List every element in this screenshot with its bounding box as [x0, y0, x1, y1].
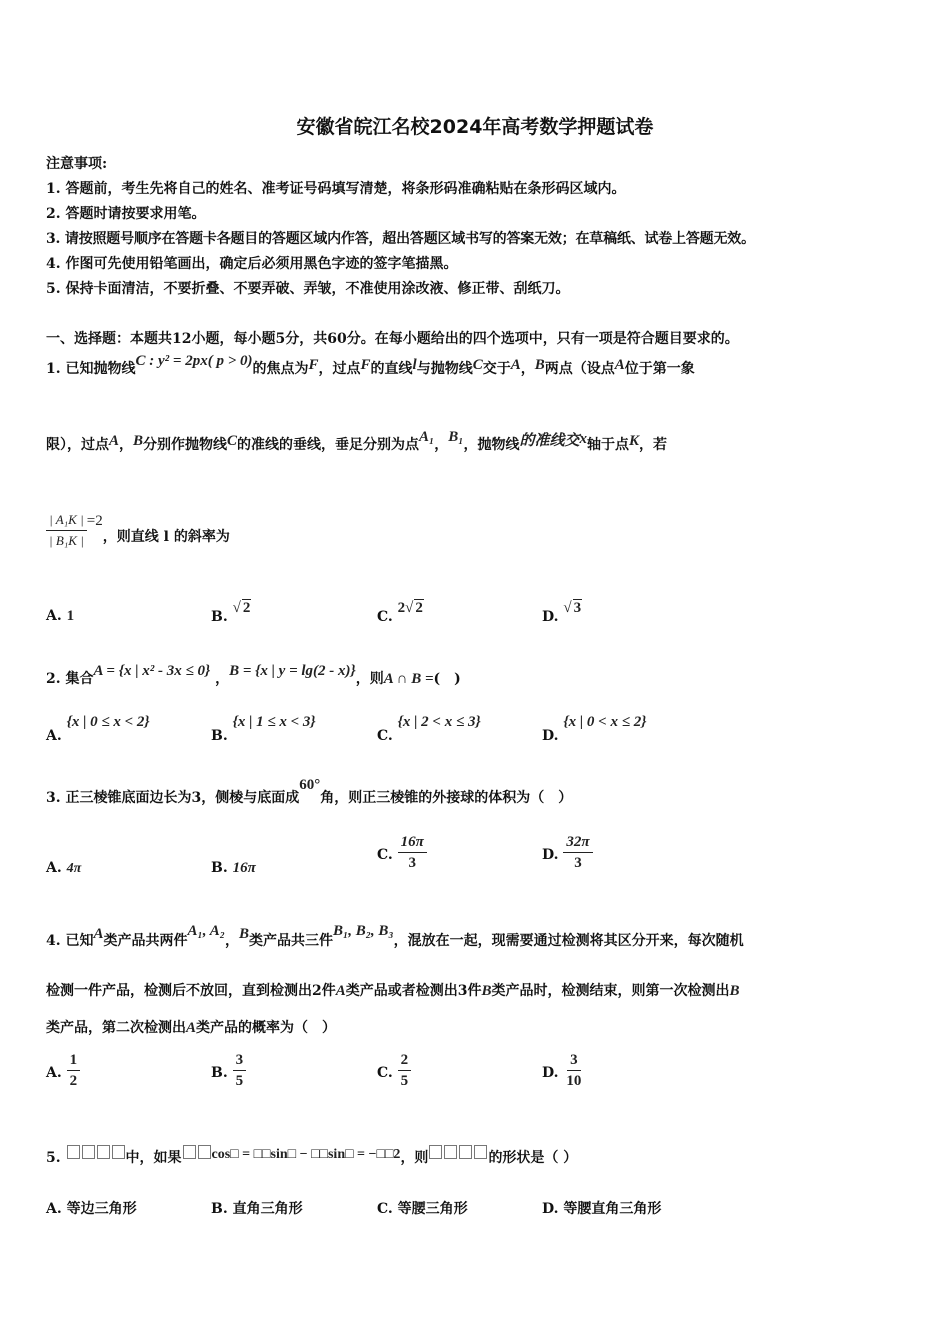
q1-A: A [510, 357, 521, 373]
q4-text: 4. 已知 [46, 933, 94, 949]
option-numerator: 2 [398, 1050, 412, 1071]
question-4 [46, 923, 744, 949]
q2-set-b: B = {x | y = lg(2 - x)} [229, 663, 356, 679]
option-value: 3 [573, 600, 582, 616]
q1-parabola-eq: C : y² = 2px( p > 0) [135, 353, 253, 369]
q5-text: ，则 [400, 1150, 429, 1166]
option-value: 16π [232, 860, 256, 876]
q1-B: B [534, 357, 545, 373]
q1-text: ， [520, 361, 535, 377]
q1-text: 的直线 [370, 361, 413, 377]
q5-option-b[interactable] [211, 1198, 303, 1218]
q1-F: F [360, 357, 371, 373]
option-value: 等边三角形 [66, 1201, 137, 1217]
q2-option-c[interactable] [377, 714, 481, 744]
q4-A-items: A₁, A₂ [187, 923, 225, 939]
option-label: C. [377, 609, 393, 625]
q1-text: 的焦点为 [252, 361, 309, 377]
q1-B1: B₁ [448, 429, 464, 445]
notice-item: 3. 请按照题号顺序在答题卡各题目的答题区域内作答，超出答题区域书写的答案无效；在草稿纸、试卷上答题无效。 [46, 231, 755, 247]
q1-option-b[interactable]: B. √ 2 [211, 600, 251, 625]
q1-option-a[interactable] [46, 608, 74, 625]
option-numerator: 16π [398, 832, 427, 853]
q5-option-a[interactable] [46, 1198, 137, 1218]
q4-text: ，混放在一起，现需要通过检测将其区分开来，每次随机 [393, 933, 744, 949]
option-label: A. [46, 860, 62, 876]
q4-A: A [186, 1020, 197, 1036]
option-denominator: 5 [400, 1073, 409, 1089]
question-3 [46, 774, 573, 806]
q1-text: 分别作抛物线 [143, 437, 228, 453]
option-label: B. [211, 860, 228, 876]
q4-text: 类产品共三件 [248, 933, 333, 949]
q2-paren: ( ) [433, 671, 461, 687]
q1-text: ，过点 [318, 361, 361, 377]
q3-option-a[interactable] [46, 860, 81, 877]
q2-text: ，则 [355, 671, 384, 687]
q4-B-items: B₁, B₂, B₃ [332, 923, 394, 939]
q1-l: l [412, 357, 417, 373]
q4-text: ， [224, 933, 239, 949]
option-value: {x | 0 ≤ x < 2} [66, 714, 150, 730]
q1-ratio-fraction [46, 510, 87, 551]
q1-B: B [133, 433, 144, 449]
q1-ratio-den: | B₁K | [49, 533, 84, 548]
q3-option-c[interactable] [377, 832, 427, 873]
q1-K: K [629, 433, 640, 449]
q1-text: 轴于点 [587, 437, 630, 453]
q2-option-a[interactable] [46, 714, 150, 744]
option-value: 2 [242, 600, 251, 616]
option-denominator: 5 [235, 1073, 244, 1089]
q1-ratio [46, 510, 230, 551]
option-value: 直角三角形 [232, 1201, 303, 1217]
q4-text: 类产品共两件 [103, 933, 188, 949]
q3-text: 角，则正三棱锥的外接球的体积为（ ） [320, 790, 573, 806]
q1-ratio-value: =2 [86, 513, 103, 529]
q3-option-b[interactable] [211, 860, 256, 877]
question-1 [46, 353, 695, 378]
q2-option-b[interactable] [211, 714, 316, 744]
option-value: {x | 2 < x ≤ 3} [397, 714, 481, 730]
q1-F: F [308, 357, 319, 373]
q1-C: C [227, 433, 238, 449]
notice-item: 2. 答题时请按要求用笔。 [46, 206, 206, 222]
option-label: D. [542, 609, 559, 625]
q3-option-d[interactable] [542, 832, 593, 873]
q4-option-c[interactable] [377, 1050, 411, 1091]
option-numerator: 3 [567, 1050, 581, 1071]
q4-option-b[interactable] [211, 1050, 246, 1091]
option-label: D. [542, 846, 559, 863]
q4-A: A [335, 983, 346, 999]
q2-number: 2. 集合 [46, 671, 94, 687]
option-label: B. [211, 1201, 228, 1217]
option-label: C. [377, 1064, 393, 1081]
q1-text: 限），过点 [46, 437, 109, 453]
q1-text: ， [434, 437, 449, 453]
q1-text: 的准线的垂线，垂足分别为点 [237, 437, 420, 453]
q1-text: 交于 [482, 361, 511, 377]
question-4-line3 [46, 1017, 336, 1037]
notice-item: 1. 答题前，考生先将自己的姓名、准考证号码填写清楚，将条形码准确粘贴在条形码区域内。 [46, 181, 626, 197]
q1-x: x [579, 431, 588, 447]
option-value: 1 [66, 608, 75, 624]
q4-text: 类产品时，检测结束，则第一次检测出 [491, 983, 730, 999]
q1-text: 的准线交 [519, 433, 580, 449]
option-label: C. [377, 1201, 393, 1217]
q1-text: ，若 [639, 437, 668, 453]
q1-text: 两点（设点 [544, 361, 615, 377]
option-denominator: 2 [69, 1073, 78, 1089]
q1-option-d[interactable]: D. √ 3 [542, 600, 582, 625]
q1-A: A [614, 357, 625, 373]
option-label: B. [211, 1064, 228, 1081]
option-denominator: 3 [574, 855, 582, 871]
option-value: 4π [66, 861, 82, 876]
q3-text: 3. 正三棱锥底面边长为3，侧棱与底面成 [46, 790, 300, 806]
question-2: 2. 集合A = {x | x² - 3x ≤ 0} ，B = {x | y = lg(2 - x)}，则A ∩ B =( ) [46, 663, 461, 687]
q4-B: B [238, 926, 249, 942]
option-label: B. [211, 728, 228, 744]
option-numerator: 32π [563, 832, 592, 853]
q5-number: 5. [46, 1150, 61, 1166]
q4-A: A [93, 926, 104, 942]
q4-text: 类产品，第二次检测出 [46, 1020, 186, 1036]
q1-A: A [109, 433, 120, 449]
option-label: D. [542, 1201, 559, 1217]
q1-tail: ，则直线 l 的斜率为 [102, 529, 230, 545]
page-title: 安徽省皖江名校2024年高考数学押题试卷 [296, 116, 654, 138]
option-label: C. [377, 728, 393, 744]
q4-option-d[interactable] [542, 1050, 584, 1091]
option-numerator: 3 [233, 1050, 247, 1071]
q5-equation: cos□ = □□sin□ − □□sin□ = −□□2 [211, 1147, 401, 1162]
notice-item: 5. 保持卡面清洁，不要折叠、不要弄破、弄皱，不准使用涂改液、修正带、刮纸刀。 [46, 281, 570, 297]
q2-expr: A ∩ B = [383, 671, 434, 687]
q4-option-a[interactable] [46, 1050, 80, 1091]
q1-ratio-num: | A₁K | [46, 510, 87, 531]
missing-glyph-icon [182, 1146, 212, 1162]
q1-option-c[interactable]: C. 2√ 2 [377, 600, 423, 625]
q5-text: 的形状是（ ） [488, 1150, 578, 1166]
section-heading: 一、选择题：本题共12小题，每小题5分，共60分。在每小题给出的四个选项中，只有一项是符合题目要求的。 [46, 331, 739, 347]
missing-glyph-icon [66, 1146, 126, 1162]
option-value: {x | 1 ≤ x < 3} [232, 714, 316, 730]
option-label: D. [542, 1064, 559, 1081]
q5-option-c[interactable] [377, 1198, 468, 1218]
question-5 [46, 1143, 578, 1166]
q4-text: 类产品或者检测出3件 [345, 983, 482, 999]
q4-text: 类产品的概率为（ ） [196, 1020, 337, 1036]
option-label: A. [46, 1064, 62, 1081]
option-label: B. [211, 609, 228, 625]
question-1-line2 [46, 429, 668, 454]
q1-text: 与抛物线 [416, 361, 473, 377]
option-label: A. [46, 608, 62, 624]
notice-heading: 注意事项: [46, 156, 108, 172]
notice-item: 4. 作图可先使用铅笔画出，确定后必须用黑色字迹的签字笔描黑。 [46, 256, 458, 272]
q1-text: 位于第一象 [624, 361, 695, 377]
q3-angle: 60° [299, 777, 321, 793]
q1-number: 1. 已知抛物线 [46, 361, 136, 377]
q2-set-a: A = {x | x² - 3x ≤ 0} [93, 663, 211, 679]
q2-option-d[interactable] [542, 714, 647, 744]
option-value: 等腰三角形 [397, 1201, 468, 1217]
q1-text: ， [119, 437, 134, 453]
q4-B: B [481, 983, 492, 999]
q5-text: 中，如果 [125, 1150, 182, 1166]
missing-glyph-icon [428, 1146, 488, 1162]
option-label: A. [46, 1201, 62, 1217]
q1-text: ，抛物线 [463, 437, 520, 453]
question-4-line2 [46, 980, 740, 1000]
option-value: 2 [415, 600, 423, 616]
option-denominator: 10 [566, 1073, 582, 1089]
option-label: C. [377, 846, 393, 863]
q1-A1: A₁ [419, 429, 435, 445]
q5-option-d[interactable] [542, 1198, 661, 1218]
option-numerator: 1 [67, 1050, 81, 1071]
option-label: D. [542, 728, 559, 744]
option-value: 等腰直角三角形 [563, 1201, 662, 1217]
option-label: A. [46, 728, 62, 744]
option-value: {x | 0 < x ≤ 2} [563, 714, 647, 730]
q1-C: C [472, 357, 483, 373]
option-denominator: 3 [408, 855, 416, 871]
q4-text: 检测一件产品，检测后不放回，直到检测出2件 [46, 983, 336, 999]
q4-B: B [729, 983, 740, 999]
